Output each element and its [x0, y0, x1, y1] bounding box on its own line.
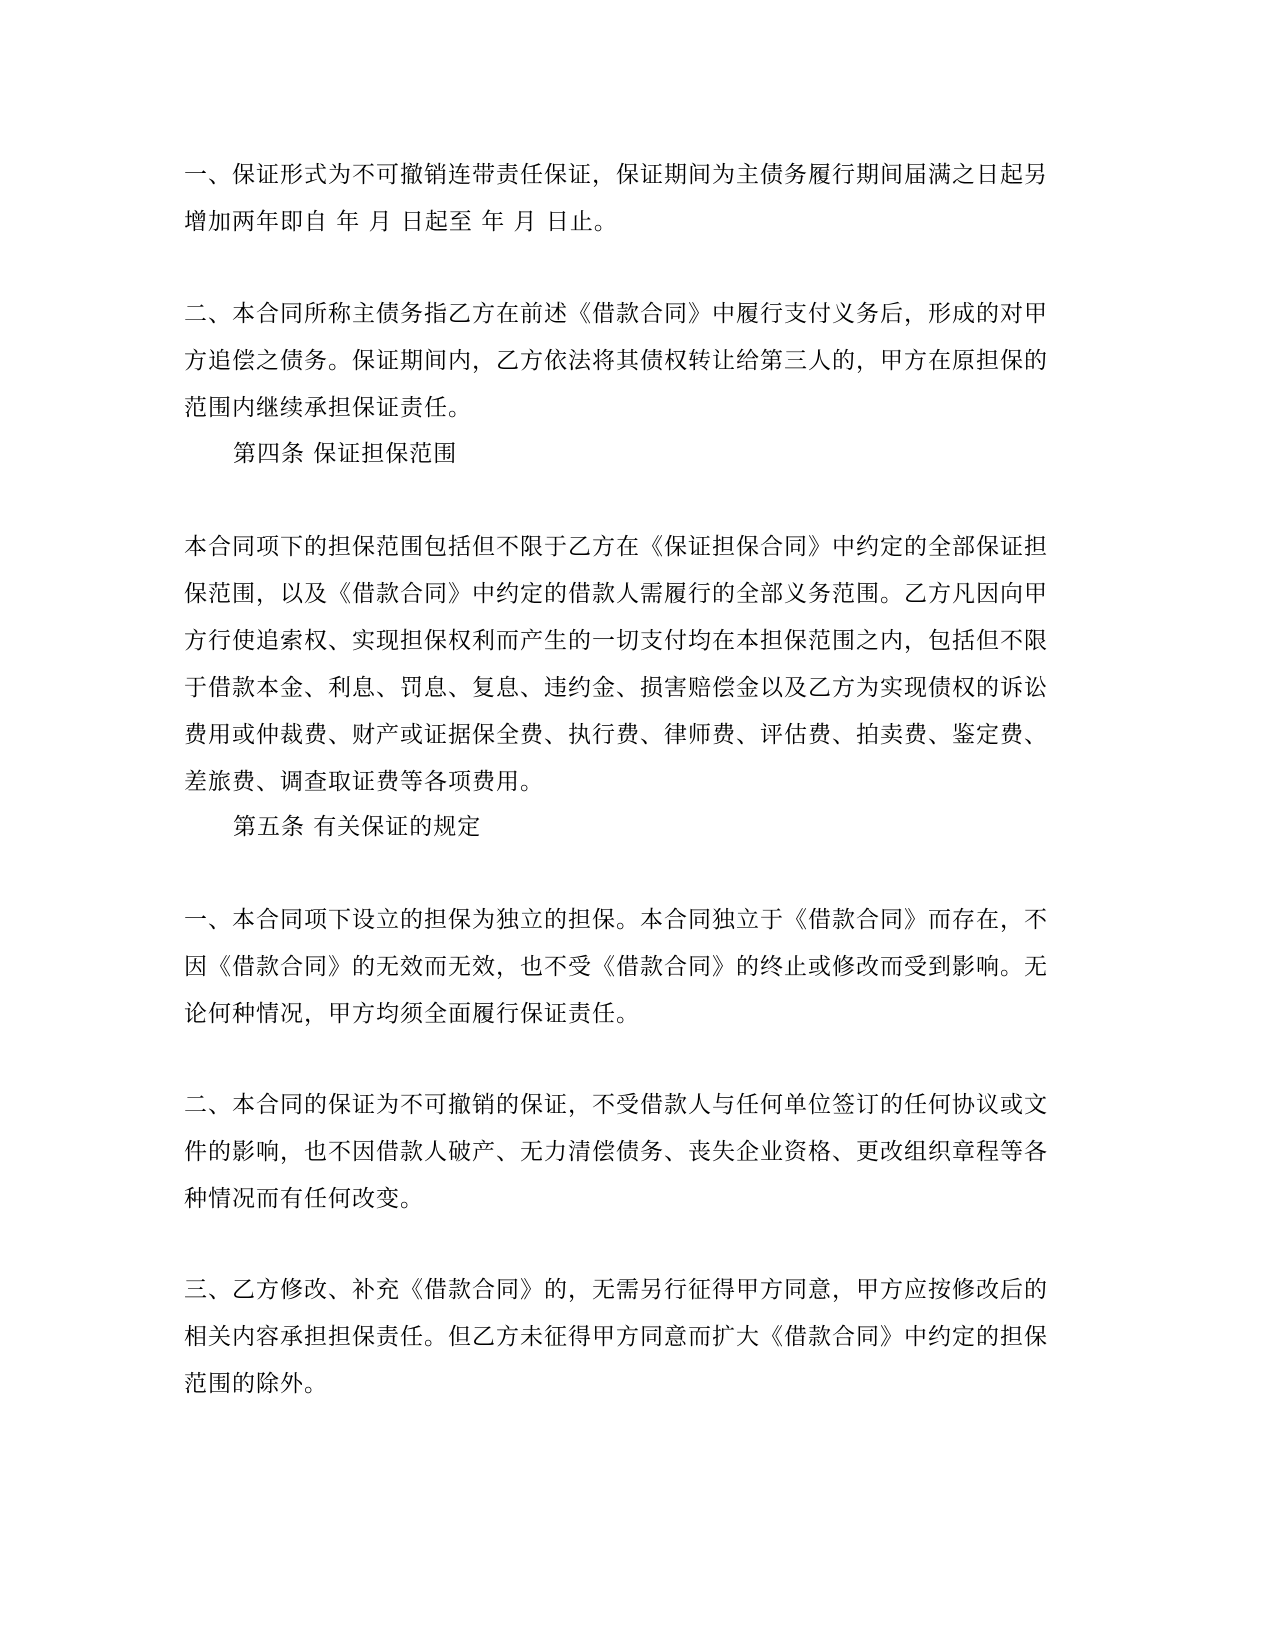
paragraph-line: 二、本合同所称主债务指乙方在前述《借款合同》中履行支付义务后，形成的对甲 — [184, 301, 1048, 327]
article-4-heading: 第四条 保证担保范围 — [233, 441, 458, 467]
paragraph-line: 相关内容承担担保责任。但乙方未征得甲方同意而扩大《借款合同》中约定的担保 — [184, 1324, 1048, 1350]
paragraph-line: 件的影响，也不因借款人破产、无力清偿债务、丧失企业资格、更改组织章程等各 — [184, 1139, 1048, 1165]
paragraph-line: 一、本合同项下设立的担保为独立的担保。本合同独立于《借款合同》而存在，不 — [184, 907, 1048, 933]
paragraph-line: 种情况而有任何改变。 — [184, 1186, 424, 1212]
paragraph-line: 三、乙方修改、补充《借款合同》的，无需另行征得甲方同意，甲方应按修改后的 — [184, 1277, 1048, 1303]
paragraph-line: 范围内继续承担保证责任。 — [184, 395, 472, 421]
paragraph-line: 因《借款合同》的无效而无效，也不受《借款合同》的终止或修改而受到影响。无 — [184, 954, 1048, 980]
paragraph-line: 保范围，以及《借款合同》中约定的借款人需履行的全部义务范围。乙方凡因向甲 — [184, 581, 1048, 607]
paragraph-line: 方行使追索权、实现担保权利而产生的一切支付均在本担保范围之内，包括但不限 — [184, 628, 1048, 654]
paragraph-irrevocable-guarantee — [184, 1082, 1084, 1223]
article-5-heading: 第五条 有关保证的规定 — [233, 814, 482, 840]
paragraph-main-debt — [184, 291, 1084, 432]
paragraph-contract-amendment — [184, 1267, 1084, 1408]
paragraph-independent-guarantee — [184, 897, 1084, 1038]
paragraph-line: 差旅费、调查取证费等各项费用。 — [184, 769, 544, 795]
paragraph-guarantee-scope — [184, 524, 1084, 806]
paragraph-line: 本合同项下的担保范围包括但不限于乙方在《保证担保合同》中约定的全部保证担 — [184, 534, 1048, 560]
paragraph-line: 二、本合同的保证为不可撤销的保证，不受借款人与任何单位签订的任何协议或文 — [184, 1092, 1048, 1118]
paragraph-line: 费用或仲裁费、财产或证据保全费、执行费、律师费、评估费、拍卖费、鉴定费、 — [184, 722, 1048, 748]
paragraph-guarantee-form — [184, 152, 1084, 246]
paragraph-line: 论何种情况，甲方均须全面履行保证责任。 — [184, 1001, 640, 1027]
paragraph-line: 一、保证形式为不可撤销连带责任保证，保证期间为主债务履行期间届满之日起另 — [184, 162, 1048, 188]
paragraph-line: 范围的除外。 — [184, 1371, 328, 1397]
paragraph-line: 增加两年即自 年 月 日起至 年 月 日止。 — [184, 209, 618, 235]
paragraph-line: 方追偿之债务。保证期间内，乙方依法将其债权转让给第三人的，甲方在原担保的 — [184, 348, 1048, 374]
paragraph-line: 于借款本金、利息、罚息、复息、违约金、损害赔偿金以及乙方为实现债权的诉讼 — [184, 675, 1048, 701]
